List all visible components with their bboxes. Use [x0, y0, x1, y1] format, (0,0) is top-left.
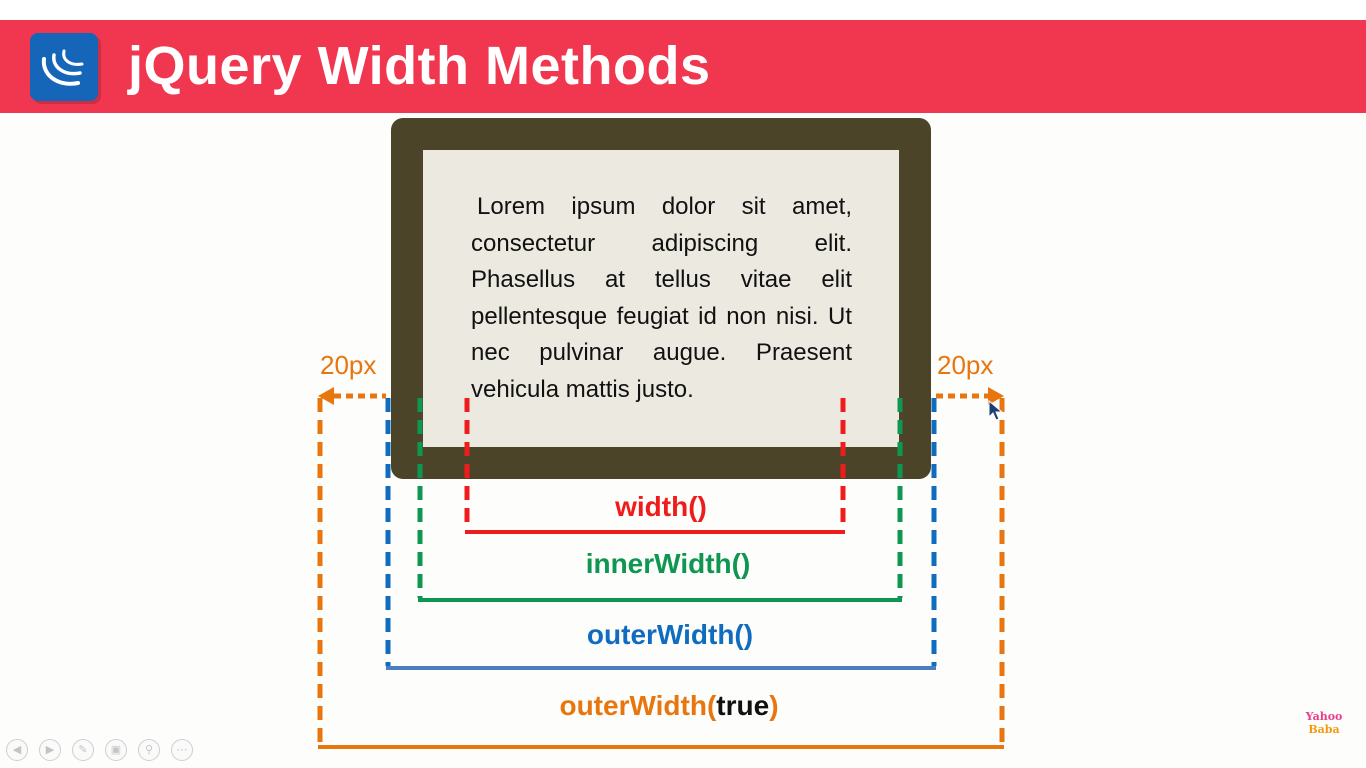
- watermark-line-2: Baba: [1308, 723, 1340, 736]
- watermark-logo: [1296, 710, 1352, 736]
- width-method-label: width(): [615, 491, 707, 522]
- inner-width-method-label: innerWidth(): [585, 548, 751, 579]
- pen-icon[interactable]: ✎: [72, 739, 94, 761]
- outer-width-true-arg: true: [716, 690, 770, 721]
- margin-left-label: 20px: [320, 350, 377, 380]
- lorem-paragraph: Lorem ipsum dolor sit amet, consectetur adipiscing elit. Phasellus at tellus vitae elit pellentesque feugiat id non nisi. Ut nec pulvinar augue. Praesent vehicula mattis justo.: [471, 193, 852, 403]
- page-title: jQuery Width Methods: [128, 36, 711, 96]
- outer-width-true-prefix: outerWidth(: [559, 690, 717, 721]
- mouse-cursor-icon: [988, 400, 1004, 422]
- outer-width-method-label: outerWidth(): [586, 619, 754, 650]
- slides-icon[interactable]: ▣: [105, 739, 127, 761]
- margin-right-label: 20px: [937, 350, 994, 380]
- next-icon[interactable]: ▶: [39, 739, 61, 761]
- more-icon[interactable]: ⋯: [171, 739, 193, 761]
- zoom-icon[interactable]: ⚲: [138, 739, 160, 761]
- previous-icon[interactable]: ◀: [6, 739, 28, 761]
- watermark-line-1: Yahoo: [1305, 710, 1343, 723]
- outer-width-true-method-label: [559, 690, 778, 722]
- outer-width-true-suffix: ): [769, 690, 779, 721]
